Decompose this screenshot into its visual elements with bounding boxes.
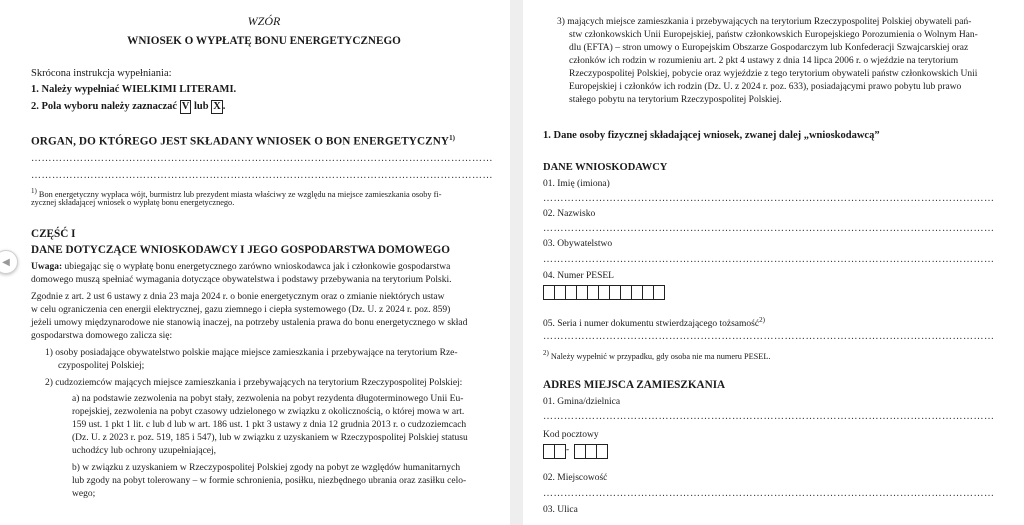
item-3-line-6: Europejskiej i członków ich rodzin (Dz. U. z 2024 r. poz. 633), posiadającymi prawo pobytu lub prawo	[569, 82, 962, 92]
instruction-2-text: 2. Pola wyboru należy zaznaczać	[31, 101, 178, 112]
item-2b-line-1: b) w związku z uzyskaniem w Rzeczypospolitej Polskiej zgody na pobyt ze względów humanitarnych	[72, 463, 461, 473]
postal-code-dash: -	[566, 445, 570, 455]
checkbox-sample-v: V	[181, 101, 190, 112]
organ-field-line-1[interactable]: ……………………………………………………………………………………………………………………	[31, 153, 493, 164]
footnote-2	[543, 347, 771, 363]
instruction-2-or: lub	[193, 101, 209, 112]
item-2a-line-4: (Dz. U. z 2023 r. poz. 519, 185 i 547), lub w związku z uzyskaniem w Rzeczypospolitej Polskiej statusu	[72, 433, 468, 443]
uwaga-line-1	[31, 261, 450, 273]
part-1-heading: DANE DOTYCZĄCE WNIOSKODAWCY I JEGO GOSPODARSTWA DOMOWEGO	[31, 244, 450, 256]
organ-field-line-2[interactable]: ……………………………………………………………………………………………………………………	[31, 170, 493, 181]
checkbox-sample-x: X	[213, 101, 221, 112]
paragraph-line-2: w celu ograniczenia cen energii elektrycznej, gazu ziemnego i ciepła systemowego (Dz. U. z 2024 r. poz. 859)	[31, 305, 451, 315]
item-2b-line-3: wego;	[72, 489, 96, 499]
item-3-line-4: członków ich rodzin w rozumieniu art. 2 pkt 4 ustawy z dnia 14 lipca 2006 r. o wjeździe na terytorium	[569, 56, 959, 66]
pesel-input-cells[interactable]	[543, 285, 664, 300]
footnote-1-marker: 1)	[31, 187, 37, 195]
item-2a-line-3: 159 ust. 1 pkt 1 lit. c lub d lub w art. 186 ust. 1 pkt 3 ustawy z dnia 12 grudnia 2013 r. o cudzoziemcach	[72, 420, 467, 430]
postal-cell[interactable]	[554, 444, 566, 459]
field-ulica-label: 03. Ulica	[543, 505, 578, 515]
item-3-line-5: Rzeczypospolitej Polskiej, pobycie oraz wyjeździe z tego terytorium obywateli państw członkowskich Unii	[569, 69, 978, 79]
instruction-2	[31, 100, 225, 114]
field-01-label: 01. Imię (imiona)	[543, 179, 610, 189]
instruction-2-end: .	[222, 101, 226, 112]
item-2a-line-1: a) na podstawie zezwolenia na pobyt stały, zezwolenia na pobyt rezydenta długoterminowego Unii Eu-	[72, 394, 464, 404]
organ-heading-text: ORGAN, DO KTÓREGO JEST SKŁADANY WNIOSEK O BON ENERGETYCZNY	[31, 135, 450, 148]
field-02-input[interactable]: …………………………………………………………………………………………………………………	[543, 223, 995, 234]
paragraph-line-4: gospodarstwa domowego zalicza się:	[31, 331, 173, 341]
postal-code-label: Kod pocztowy	[543, 430, 599, 440]
footnote-1-line-2: zycznej składającej wniosek o wypłatę bonu energetycznego.	[31, 198, 235, 207]
item-2b-line-2: lub zgody na pobyt tolerowany – w formie schronienia, posiłku, niezbędnego ubrania oraz zasiłku celo-	[72, 476, 467, 486]
item-2a-line-2: ropejskiej, zezwolenia na pobyt czasowy udzielonego w związku z okolicznością, o której mowa w art.	[72, 407, 465, 417]
part-1-label: CZĘŚĆ I	[31, 228, 76, 240]
previous-page-arrow-icon[interactable]: ◀	[0, 250, 18, 274]
field-miejscowosc-label: 02. Miejscowość	[543, 473, 608, 483]
paragraph-line-3: jeżeli umowy międzynarodowe nie stanowią inaczej, na potrzeby ustalenia prawa do bonu energetycznego w skład	[31, 318, 468, 328]
item-3-line-1: 3) mających miejsce zamieszkania i przebywających na terytorium Rzeczypospolitej Polskiej obywateli pań-	[557, 17, 972, 27]
item-1-line-2: czypospolitej Polskiej;	[58, 361, 145, 371]
footnote-2-text: Należy wypełnić w przypadku, gdy osoba nie ma numeru PESEL.	[550, 351, 771, 361]
item-2-line-1: 2) cudzoziemców mających miejsce zamieszkania i przebywających na terytorium Rzeczypospolitej Polskiej:	[45, 378, 463, 388]
uwaga-label: Uwaga:	[31, 262, 63, 272]
field-gmina-input[interactable]: …………………………………………………………………………………………………………………	[543, 411, 995, 422]
field-05-text: 05. Seria i numer dokumentu stwierdzającego tożsamość	[543, 319, 760, 330]
organ-heading	[31, 134, 455, 148]
field-01-input[interactable]: …………………………………………………………………………………………………………………	[543, 193, 995, 204]
applicant-data-heading: DANE WNIOSKODAWCY	[543, 162, 668, 173]
postal-code-cells-b[interactable]	[574, 444, 607, 459]
document-page-right	[523, 0, 1024, 525]
field-05-label	[543, 314, 765, 330]
field-gmina-label: 01. Gmina/dzielnica	[543, 397, 621, 407]
wzor-label: WZÓR	[247, 14, 281, 28]
footnote-2-marker: 2)	[543, 349, 549, 357]
form-title: WNIOSEK O WYPŁATĘ BONU ENERGETYCZNEGO	[127, 35, 401, 47]
item-3-line-2: stw członkowskich Unii Europejskiej, państw członkowskich Europejskiego Porozumienia o Wolnym Han-	[569, 30, 978, 40]
field-05-footnote-ref: 2)	[759, 316, 765, 324]
item-3-line-7: stałego pobytu na terytorium Rzeczypospolitej Polskiej.	[569, 95, 782, 105]
item-2a-line-5: uchodźcy lub ochrony uzupełniającej,	[72, 446, 217, 456]
pesel-cell[interactable]	[653, 285, 665, 300]
postal-code-cells-a[interactable]	[543, 444, 565, 459]
paragraph-line-1: Zgodnie z art. 2 ust 6 ustawy z dnia 23 maja 2024 r. o bonie energetycznym oraz o zmianie niektórych ustaw	[31, 292, 445, 302]
instruction-1: 1. Należy wypełniać WIELKIMI LITERAMI.	[31, 84, 237, 95]
document-page-left	[0, 0, 510, 525]
footnote-1-text: Bon energetyczny wypłaca wójt, burmistrz lub prezydent miasta właściwy ze względu na miejsce zamieszkania osoby fi-	[38, 189, 442, 199]
field-04-label: 04. Numer PESEL	[543, 271, 614, 281]
uwaga-text: ubiegając się o wypłatę bonu energetycznego zarówno wnioskodawca jak i członkowie gospodarstwa	[64, 262, 451, 272]
section-1-heading: 1. Dane osoby fizycznej składającej wniosek, zwanej dalej „wnioskodawcą”	[543, 130, 880, 141]
instructions-heading: Skrócona instrukcja wypełniania:	[31, 68, 172, 79]
organ-footnote-ref: 1)	[449, 134, 456, 142]
uwaga-line-2: domowego muszą spełniać wymagania dotyczące obywatelstwa i podstawy przebywania na terytorium Polski.	[31, 275, 452, 285]
field-02-label: 02. Nazwisko	[543, 209, 596, 219]
field-miejscowosc-input[interactable]: …………………………………………………………………………………………………………………	[543, 488, 995, 499]
item-3-line-3: dlu (EFTA) – stron umowy o Europejskim Obszarze Gospodarczym lub Konfederacji Szwajcarskiej oraz	[569, 43, 969, 53]
field-05-input[interactable]: …………………………………………………………………………………………………………………	[543, 331, 995, 342]
field-03-label: 03. Obywatelstwo	[543, 239, 613, 249]
field-03-input[interactable]: …………………………………………………………………………………………………………………	[543, 254, 995, 265]
item-1-line-1: 1) osoby posiadające obywatelstwo polskie mające miejsce zamieszkania i przebywające na terytorium Rze-	[45, 348, 458, 358]
postal-cell[interactable]	[596, 444, 608, 459]
address-heading: ADRES MIEJSCA ZAMIESZKANIA	[543, 379, 726, 391]
